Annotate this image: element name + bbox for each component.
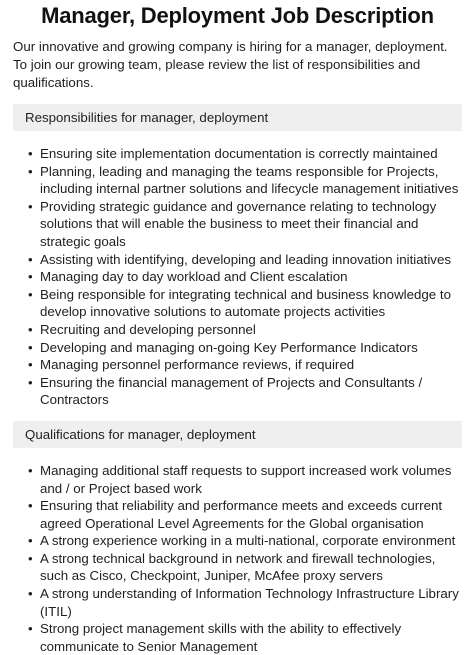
list-item: • A strong technical background in network and firewall technologies, such as Cisco, Checkpoint, Juniper, McAfee proxy servers	[28, 550, 462, 585]
list-item: • Planning, leading and managing the teams responsible for Projects, including internal partner solutions and lifecycle management initiatives	[28, 163, 462, 198]
list-item: • Managing additional staff requests to support increased work volumes and / or Project based work	[28, 462, 462, 497]
list-item: • A strong experience working in a multi-national, corporate environment	[28, 532, 462, 550]
qualifications-section	[13, 421, 462, 655]
responsibilities-section	[13, 104, 462, 409]
list-item: • Developing and managing on-going Key Performance Indicators	[28, 339, 462, 357]
list-item: • Providing strategic guidance and governance relating to technology solutions that will enable the business to meet their financial and strategic goals	[28, 198, 462, 251]
qualifications-list	[13, 462, 462, 655]
list-item: • Ensuring site implementation documentation is correctly maintained	[28, 145, 462, 163]
list-item: • Managing personnel performance reviews, if required	[28, 356, 462, 374]
list-item: • Recruiting and developing personnel	[28, 321, 462, 339]
list-item: • Assisting with identifying, developing and leading innovation initiatives	[28, 251, 462, 269]
list-item: • Managing day to day workload and Client escalation	[28, 268, 462, 286]
list-item: • Strong project management skills with the ability to effectively communicate to Senior Management	[28, 620, 462, 655]
list-item: • Being responsible for integrating technical and business knowledge to develop innovative solutions to automate projects activities	[28, 286, 462, 321]
intro-paragraph: Our innovative and growing company is hiring for a manager, deployment. To join our growing team, please review the list of responsibilities and qualifications.	[13, 39, 448, 90]
responsibilities-heading: Responsibilities for manager, deployment	[13, 104, 462, 131]
page-title: Manager, Deployment Job Description	[41, 3, 434, 28]
list-item: • A strong understanding of Information Technology Infrastructure Library (ITIL)	[28, 585, 462, 620]
list-item: • Ensuring the financial management of Projects and Consultants / Contractors	[28, 374, 462, 409]
responsibilities-list	[13, 145, 462, 409]
list-item: • Ensuring that reliability and performance meets and exceeds current agreed Operational Level Agreements for the Global organisation	[28, 497, 462, 532]
qualifications-heading: Qualifications for manager, deployment	[13, 421, 462, 448]
